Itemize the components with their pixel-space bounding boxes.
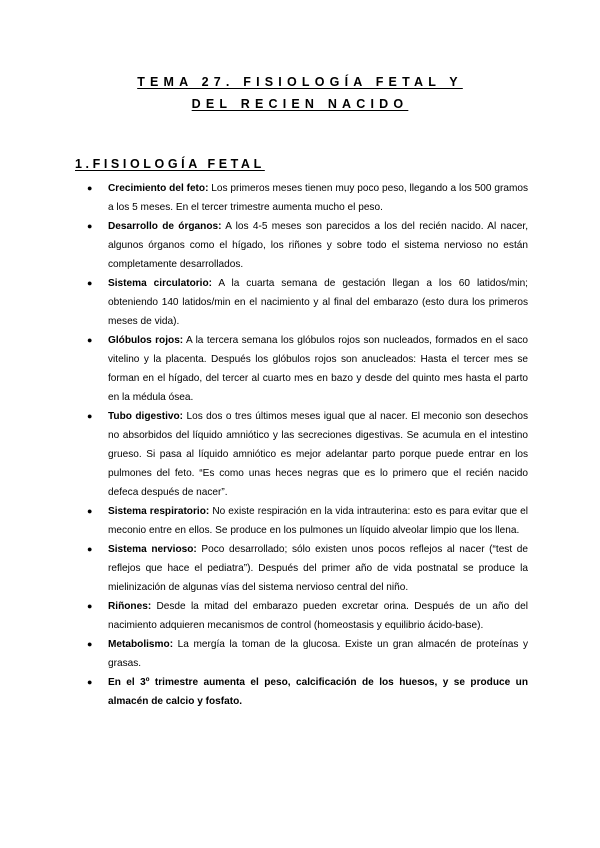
list-item <box>85 673 528 711</box>
item-text: A la tercera semana los glóbulos rojos son nucleados, formados en el saco vitelino y la placenta. Después los glóbulos rojos son anucleados: Hasta el tercer mes se forman en el hígado, del tercer al cuarto mes en bazo y desde del quinto mes hasta el parto en la médula ósea. <box>108 335 528 403</box>
list-item <box>85 540 528 597</box>
bullet-icon: ● <box>87 183 93 193</box>
item-text: A la cuarta semana de gestación llegan a los 60 latidos/min; obteniendo 140 latidos/min en el nacimiento y al final del embarazo (esto dura los primeros meses de vida). <box>108 278 528 327</box>
bullet-icon: ● <box>87 506 93 516</box>
list-item <box>85 217 528 274</box>
item-label: Riñones: <box>108 601 152 612</box>
item-label: Sistema circulatorio: <box>108 278 212 289</box>
list-item <box>85 502 528 540</box>
item-text: Desde la mitad del embarazo pueden excretar orina. Después de un año del nacimiento adquieren mecanismos de control (homeostasis y equilibrio ácido-base). <box>108 601 528 631</box>
item-label: Crecimiento del feto: <box>108 183 209 194</box>
item-text: Los primeros meses tienen muy poco peso, llegando a los 500 gramos a los 5 meses. En el tercer trimestre aumenta mucho el peso. <box>108 183 529 213</box>
item-text: A los 4-5 meses son parecidos a los del recién nacido. Al nacer, algunos órganos como el hígado, los riñones y sobre todo el sistema nervioso no están completamente desarrollados. <box>108 221 529 270</box>
bullet-icon: ● <box>87 677 93 687</box>
list-item <box>85 274 528 331</box>
item-label: Sistema respiratorio: <box>108 506 210 517</box>
item-text: Poco desarrollado; sólo existen unos pocos reflejos al nacer (“test de reflejos que hace el pediatra”). Después del primer año de vida postnatal se produce la mielinización de algunas vías del sistema nervioso central del niño. <box>108 544 528 593</box>
page-title-line-2: DEL RECIEN NACIDO <box>191 97 409 111</box>
item-label: Glóbulos rojos: <box>108 335 184 346</box>
item-label: Desarrollo de órganos: <box>108 221 222 232</box>
list-item <box>85 597 528 635</box>
list-item <box>85 635 528 673</box>
bullet-icon: ● <box>87 639 93 649</box>
bullet-icon: ● <box>87 544 93 554</box>
item-text: Los dos o tres últimos meses igual que al nacer. El meconio son desechos no absorbidos del líquido amniótico y las secreciones digestivas. Se acumula en el intestino grueso. Si pasa al líquido amniótico es mejor adelantar parto porque puede entrar en los pulmones del feto. “Es como unas heces negras que es lo primero que el recién nacido defeca después de nacer”. <box>108 411 528 498</box>
bullet-list <box>85 179 528 711</box>
item-label: Metabolismo: <box>108 639 174 650</box>
bullet-icon: ● <box>87 278 93 288</box>
item-label: Tubo digestivo: <box>108 411 184 422</box>
page-title-line-1: TEMA 27. FISIOLOGÍA FETAL Y <box>137 75 463 89</box>
bullet-icon: ● <box>87 411 93 421</box>
list-item <box>85 331 528 407</box>
list-item <box>85 407 528 502</box>
bullet-icon: ● <box>87 601 93 611</box>
item-label: Sistema nervioso: <box>108 544 197 555</box>
item-text: No existe respiración en la vida intrauterina: esto es para evitar que el meconio entre en ellos. Se produce en los pulmones un líquido alveolar limpio que los llena. <box>108 506 528 536</box>
item-text: En el 3º trimestre aumenta el peso, calcificación de los huesos, y se produce un almacén de calcio y fosfato. <box>108 677 528 707</box>
list-item <box>85 179 528 217</box>
section-heading: 1.FISIOLOGÍA FETAL <box>75 157 265 171</box>
bullet-icon: ● <box>87 335 93 345</box>
item-text: La mergía la toman de la glucosa. Existe un gran almacén de proteínas y grasas. <box>108 639 528 669</box>
bullet-icon: ● <box>87 221 93 231</box>
